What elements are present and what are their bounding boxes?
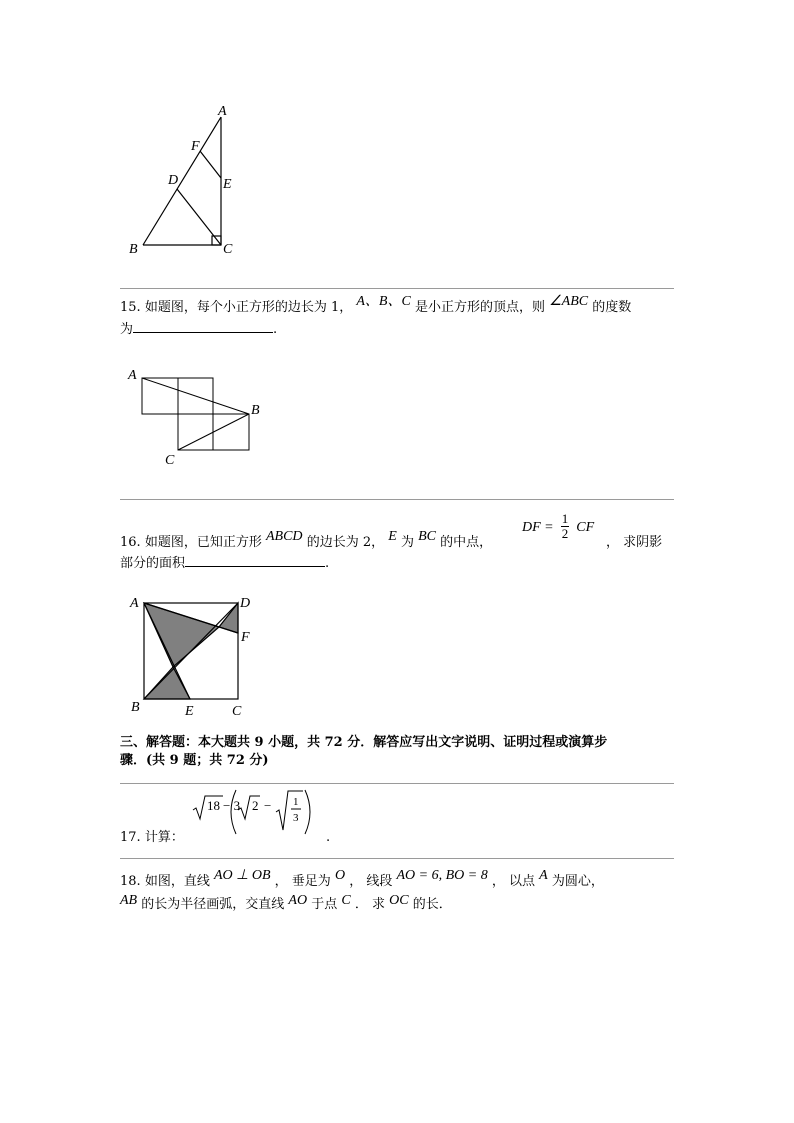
question-18: 18. 如图，直线 AO ⊥ OB ， 垂足为 O ， 线段 AO = 6, BO = 8 ， 以点 A 为圆心，	[120, 868, 604, 889]
math-angle: ∠ABC	[549, 294, 589, 309]
question-15-line2: 为 .	[120, 318, 277, 339]
svg-text:18: 18	[207, 798, 220, 813]
question-number: 17.	[120, 830, 141, 845]
label-F: F	[191, 139, 200, 154]
divider	[120, 783, 674, 784]
label-A: A	[128, 368, 137, 383]
label-D: D	[168, 173, 179, 188]
answer-blank[interactable]	[133, 318, 273, 333]
svg-text:1: 1	[293, 796, 299, 808]
svg-text:−: −	[264, 798, 272, 813]
question-16-tail: ， 求阴影	[606, 535, 663, 550]
answer-blank[interactable]	[185, 552, 325, 567]
label-B: B	[131, 700, 140, 715]
question-16: 16. 如题图，已知正方形 ABCD 的边长为 2， E 为 BC 的中点，	[120, 529, 493, 550]
label-C: C	[232, 704, 242, 719]
question-number: 16.	[120, 535, 141, 550]
question-number: 18.	[120, 874, 141, 889]
grid-figure	[120, 362, 270, 472]
label-B: B	[129, 242, 138, 257]
math-points: A、B、C	[356, 294, 411, 309]
svg-text:− 3: − 3	[223, 798, 241, 813]
label-A: A	[130, 596, 139, 611]
label-C: C	[165, 453, 175, 468]
q17-expression	[190, 788, 320, 838]
label-D: D	[240, 596, 251, 611]
formula-df: DF = $\frac{1}{2}$ CF	[522, 511, 595, 541]
question-17-end: .	[326, 830, 331, 845]
label-B: B	[251, 403, 260, 418]
svg-text:2: 2	[252, 798, 259, 813]
divider	[120, 288, 674, 289]
label-F: F	[241, 630, 250, 645]
question-15: 15. 如题图，每个小正方形的边长为 1， A、B、C 是小正方形的顶点，则 ∠ABC 的度数	[120, 294, 632, 315]
svg-text:3: 3	[293, 812, 299, 824]
label-E: E	[185, 704, 194, 719]
question-17: 17. 计算：	[120, 830, 184, 845]
question-16-line2: 部分的面积 .	[120, 552, 329, 573]
question-18-line2: AB 的长为半径画弧，交直线 AO 于点 C ． 求 OC 的长．	[120, 893, 452, 912]
label-E: E	[223, 177, 232, 192]
divider	[120, 499, 674, 500]
divider	[120, 858, 674, 859]
section-heading: 三、解答题：本大题共 9 小题，共 72 分．解答应写出文字说明、证明过程或演算步 骤．(共 9 题；共 72 分)	[120, 735, 608, 768]
label-A: A	[218, 104, 227, 119]
question-number: 15.	[120, 300, 141, 315]
square-figure	[120, 590, 270, 720]
triangle-figure	[120, 100, 260, 265]
label-C: C	[223, 242, 233, 257]
